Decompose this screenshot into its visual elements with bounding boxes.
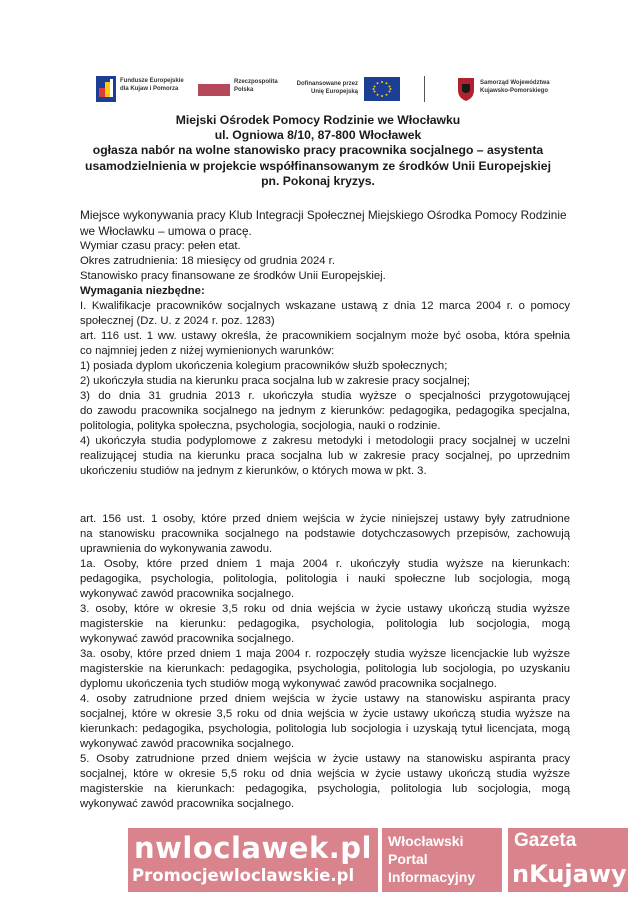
employment-period: Okres zatrudnienia: 18 miesięcy od grudnia 2024 r.	[80, 255, 335, 267]
paragraph-line: pedagogika, psychologia, politologia, politologia i nauki społeczne lub socjologia, mogą	[80, 573, 570, 585]
paragraph-line: ukończeniu studiów na jednym z kierunków, o których mowa w pkt. 3.	[80, 465, 427, 477]
paragraph-gap	[80, 479, 570, 512]
paragraph-line: wykonywać zawód pracownika socjalnego.	[80, 738, 295, 750]
paragraph-line: socjalnej, które w okresie 3,5 roku od dnia wejścia w życie ustawy ukończą studia wyższe na	[80, 708, 570, 720]
paragraph-line: 2) ukończyła studia na kierunku praca socjalna lub w zakresie pracy socjalnej;	[80, 375, 470, 387]
paragraph-line: 3) do dnia 31 grudnia 2013 r. ukończyła studia wyższe o specjalności przygotowującej	[80, 390, 570, 402]
paragraph-line: 4) ukończyła studia podyplomowe z zakresu metodyki i metodologii pracy socjalnej w uczelni	[80, 435, 570, 447]
paragraph-line: 3a. osoby, które przed dniem 1 maja 2004 r. rozpoczęły studia wyższe licencjackie lub wyższe	[80, 648, 570, 660]
heading-line: ul. Ogniowa 8/10, 87-800 Włocławek	[214, 128, 422, 143]
document-body	[80, 208, 570, 812]
paragraph-line: realizującej studia na kierunku praca socjalna lub w zakresie pracy socjalnej, po uprzednim	[80, 450, 570, 462]
paragraph-line: kierunkach: pedagogika, psychologia, politologia lub socjologia i uzyskają tytuł licencjata, mogą	[80, 723, 570, 735]
site-name: nwloclawek.pl	[134, 831, 372, 865]
site-watermark[interactable]	[128, 828, 378, 892]
paragraph-line: magisterskie na kierunkach: pedagogika, psychologia, politologia lub socjologia, po uzyskaniu	[80, 663, 570, 675]
logo-divider	[424, 76, 425, 102]
paragraph-line: politologia, polityka społeczna, psychologia, socjologia, nauki o rodzinie.	[80, 420, 441, 432]
heading-line: usamodzielnienia w projekcie współfinansowanym ze środków Unii Europejskiej	[85, 158, 551, 173]
polish-flag-icon	[198, 84, 230, 96]
paragraph-line: wykonywać zawód pracownika socjalnego.	[80, 588, 295, 600]
workplace-line: we Włocławku – umowa o pracę.	[80, 223, 252, 238]
logo-strip	[96, 74, 576, 108]
paragraph-line: magisterskie na kierunku: pedagogika, psychologia, politologia lub socjologia, mogą	[80, 618, 570, 630]
ue-logo-text: Dofinansowane przez Unię Europejską	[296, 81, 358, 95]
paragraph-line: na stanowisku pracownika socjalnego na podstawie dotychczasowych przepisów, zachowują	[80, 528, 570, 540]
fe-logo-text: Fundusze Europejskie dla Kujaw i Pomorza	[120, 78, 184, 92]
paragraph-line: art. 156 ust. 1 osoby, które przed dniem wejścia w życie niniejszej ustawy były zatrudnione	[80, 513, 570, 525]
eu-funding-logo	[296, 74, 406, 108]
promo-site-name: Promocjewloclawskie.pl	[132, 866, 355, 885]
heading-line: Miejski Ośrodek Pomocy Rodzinie we Włocławku	[175, 113, 461, 127]
paragraph-line: socjalnej, które w okresie 5,5 roku od dnia wejścia w życie ustawy ukończą studia wyższe	[80, 768, 570, 780]
voivodeship-shield-icon	[456, 76, 476, 102]
footer-divider	[504, 830, 506, 890]
paragraph-line: co najmniej jeden z niżej wymienionych warunków:	[80, 345, 335, 357]
paragraph-line: magisterskie na kierunkach: pedagogika, psychologia, politologia lub socjologia, mogą	[80, 783, 570, 795]
rzeczpospolita-logo	[198, 74, 278, 108]
footer-banner	[128, 828, 628, 892]
paragraph-line: uprawnienia do wykonywania zawodu.	[80, 543, 273, 555]
kp-logo-text: Samorząd Województwa Kujawsko-Pomorskiego	[480, 80, 550, 94]
paragraph-line: 1a. Osoby, które przed dniem 1 maja 2004 r. ukończyły studia wyższe na kierunkach:	[80, 558, 570, 570]
paragraph-line: dyplomu ukończenia tych studiów mogą wykonywać zawód pracownika socjalnego.	[80, 678, 497, 690]
paragraph-line: 5. Osoby zatrudnione przed dniem wejścia w życie ustawy na stanowisku aspiranta pracy	[80, 753, 570, 765]
paragraph-line: wykonywać zawód pracownika socjalnego.	[80, 798, 295, 810]
heading-line: ogłasza nabór na wolne stanowisko pracy pracownika socjalnego – asystenta	[92, 143, 544, 158]
paragraph-line: społecznej (Dz. U. z 2024 r. poz. 1283)	[80, 315, 275, 327]
heading-line: pn. Pokonaj kryzys.	[261, 173, 375, 188]
paragraph-line: 1) posiada dyplom ukończenia kolegium pracowników służb społecznych;	[80, 360, 448, 372]
document-heading	[30, 113, 606, 189]
fe-logo-icon	[96, 76, 116, 102]
kujawy-label: nKujawy	[512, 860, 627, 888]
working-time: Wymiar czasu pracy: pełen etat.	[80, 240, 241, 252]
rp-logo-text: Rzeczpospolita Polska	[234, 79, 278, 93]
funding-note: Stanowisko pracy finansowane ze środków Unii Europejskiej.	[80, 270, 386, 282]
eu-flag-icon	[364, 77, 400, 101]
paragraph-line: 3. osoby, które w okresie 3,5 roku od dnia wejścia w życie ustawy ukończą studia wyższe	[80, 603, 570, 615]
paragraph-line: wykonywać zawód pracownika socjalnego.	[80, 633, 295, 645]
gazeta-label: Gazeta	[514, 830, 577, 851]
paragraph-line: do zawodu pracownika socjalnego na jednym z kierunków: pedagogika, pedagogika specjalna,	[80, 405, 570, 417]
paragraph-line: art. 116 ust. 1 ww. ustawy określa, że pracownikiem socjalnym może być osoba, która spełnia	[80, 330, 570, 342]
requirements-heading: Wymagania niezbędne:	[80, 285, 205, 297]
paragraph-line: I. Kwalifikacje pracowników socjalnych wskazane ustawą z dnia 12 marca 2004 r. o pomocy	[80, 300, 570, 312]
kujawsko-pomorskie-logo	[456, 76, 586, 106]
paragraph-line: 4. osoby zatrudnione przed dniem wejścia w życie ustawy na stanowisku aspiranta pracy	[80, 693, 570, 705]
portal-label: Włocławski Portal Informacyjny	[388, 833, 476, 885]
workplace-line: Miejsce wykonywania pracy Klub Integracji Społecznej Miejskiego Ośrodka Pomocy Rodzinie	[80, 208, 567, 222]
portal-watermark	[382, 828, 502, 892]
gazeta-watermark	[508, 828, 628, 892]
